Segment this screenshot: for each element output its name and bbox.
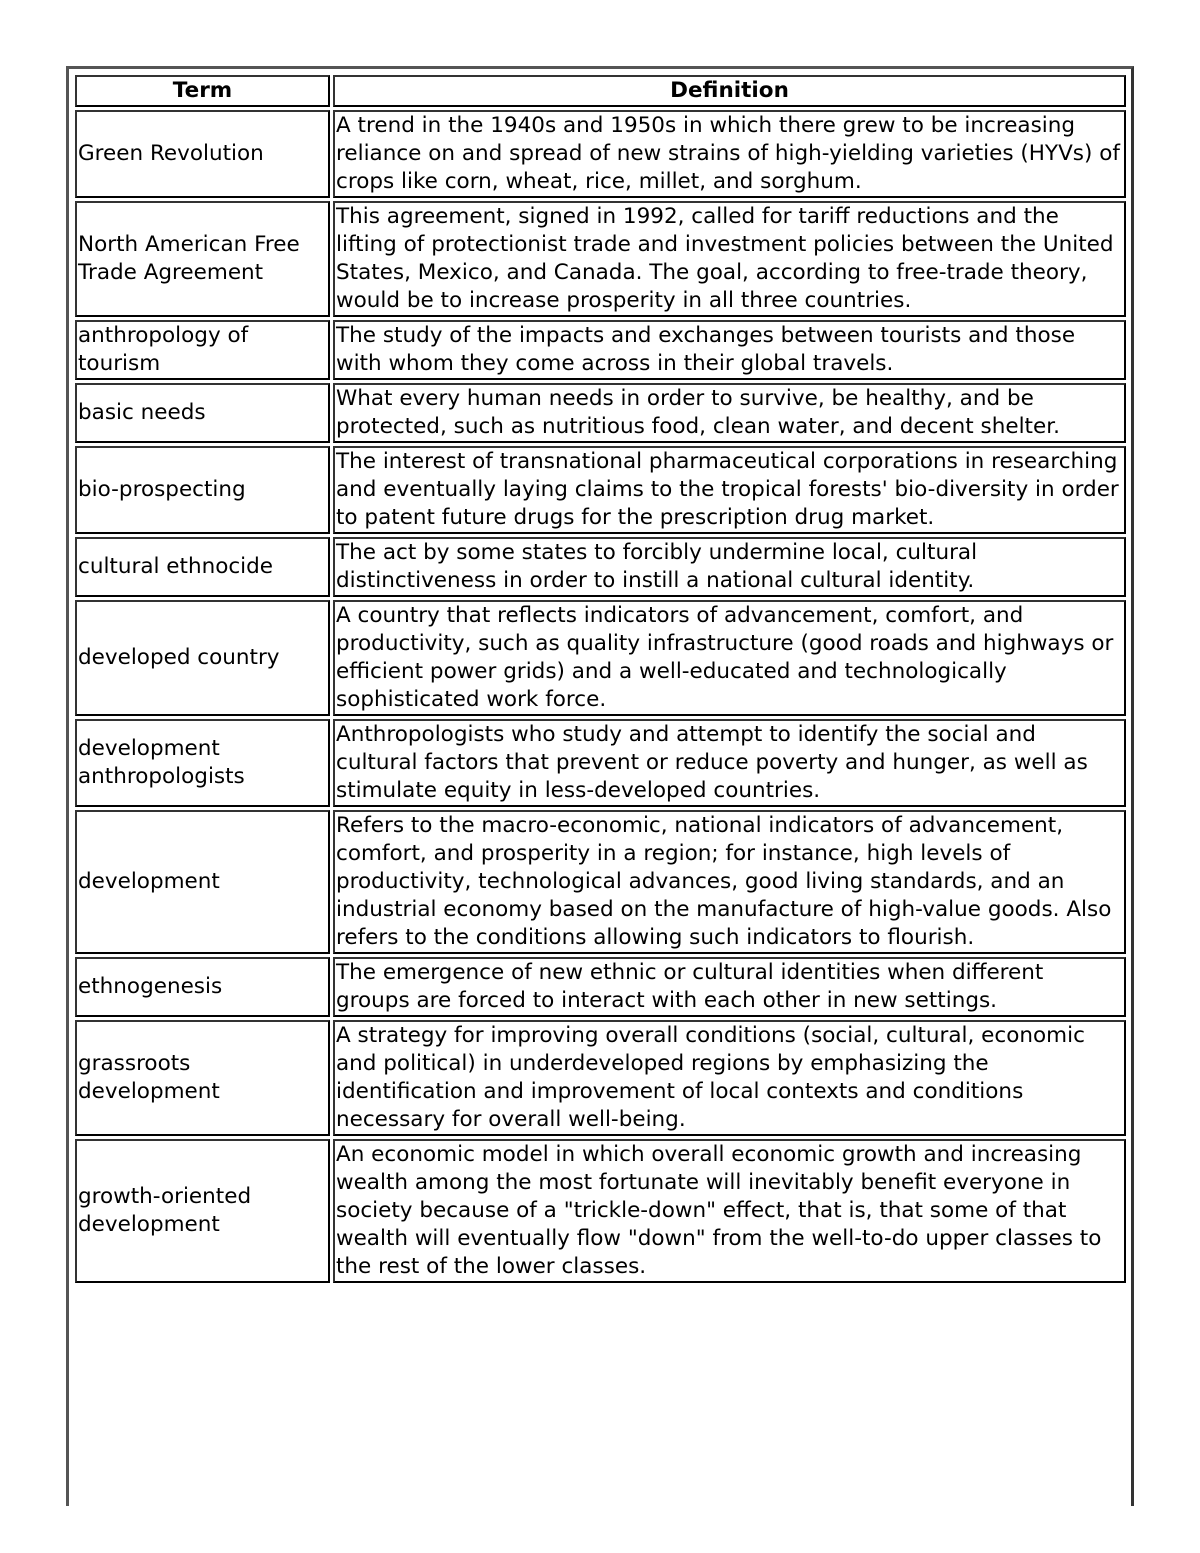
table-row [75, 719, 1126, 807]
table-header-row [75, 75, 1126, 107]
definition-cell: A trend in the 1940s and 1950s in which there grew to be increasing reliance on and spread of new strains of high-yielding varieties (HYVs) of crops like corn, wheat, rice, millet, and sorghum. [333, 110, 1126, 198]
table-row [75, 201, 1126, 317]
definition-cell: A strategy for improving overall conditions (social, cultural, economic and political) in underdeveloped regions by emphasizing the identification and improvement of local contexts and conditions necessary for overall well-being. [333, 1020, 1126, 1136]
table-row [75, 537, 1126, 597]
term-cell: anthropology of tourism [75, 320, 330, 380]
table-row [75, 600, 1126, 716]
table-row [75, 446, 1126, 534]
definition-column-header: Definition [333, 75, 1126, 107]
term-cell: North American Free Trade Agreement [75, 201, 330, 317]
term-cell: grassroots development [75, 1020, 330, 1136]
definition-cell: The emergence of new ethnic or cultural identities when different groups are forced to interact with each other in new settings. [333, 957, 1126, 1017]
glossary-table [72, 72, 1129, 1286]
definition-cell: The act by some states to forcibly undermine local, cultural distinctiveness in order to instill a national cultural identity. [333, 537, 1126, 597]
term-cell: development [75, 810, 330, 954]
term-cell: development anthropologists [75, 719, 330, 807]
table-row [75, 810, 1126, 954]
table-row [75, 1139, 1126, 1283]
term-cell: cultural ethnocide [75, 537, 330, 597]
table-row [75, 320, 1126, 380]
definition-cell: What every human needs in order to survive, be healthy, and be protected, such as nutritious food, clean water, and decent shelter. [333, 383, 1126, 443]
table-row [75, 110, 1126, 198]
definition-cell: The study of the impacts and exchanges between tourists and those with whom they come across in their global travels. [333, 320, 1126, 380]
definition-cell: An economic model in which overall economic growth and increasing wealth among the most fortunate will inevitably benefit everyone in society because of a "trickle-down" effect, that is, that some of that wealth will eventually flow "down" from the well-to-do upper classes to the rest of the lower classes. [333, 1139, 1126, 1283]
term-cell: basic needs [75, 383, 330, 443]
table-row [75, 957, 1126, 1017]
term-cell: growth-oriented development [75, 1139, 330, 1283]
term-cell: Green Revolution [75, 110, 330, 198]
table-row [75, 1020, 1126, 1136]
definition-cell: The interest of transnational pharmaceutical corporations in researching and eventually laying claims to the tropical forests' bio-diversity in order to patent future drugs for the prescription drug market. [333, 446, 1126, 534]
term-column-header: Term [75, 75, 330, 107]
definition-cell: Anthropologists who study and attempt to identify the social and cultural factors that prevent or reduce poverty and hunger, as well as stimulate equity in less-developed countries. [333, 719, 1126, 807]
definition-cell: Refers to the macro-economic, national indicators of advancement, comfort, and prosperity in a region; for instance, high levels of productivity, technological advances, good living standards, and an industrial economy based on the manufacture of high-value goods. Also refers to the conditions allowing such indicators to flourish. [333, 810, 1126, 954]
term-cell: ethnogenesis [75, 957, 330, 1017]
term-cell: bio-prospecting [75, 446, 330, 534]
table-row [75, 383, 1126, 443]
definition-cell: A country that reflects indicators of advancement, comfort, and productivity, such as quality infrastructure (good roads and highways or efficient power grids) and a well-educated and technologically sophisticated work force. [333, 600, 1126, 716]
definition-cell: This agreement, signed in 1992, called for tariff reductions and the lifting of protectionist trade and investment policies between the United States, Mexico, and Canada. The goal, according to free-trade theory, would be to increase prosperity in all three countries. [333, 201, 1126, 317]
term-cell: developed country [75, 600, 330, 716]
